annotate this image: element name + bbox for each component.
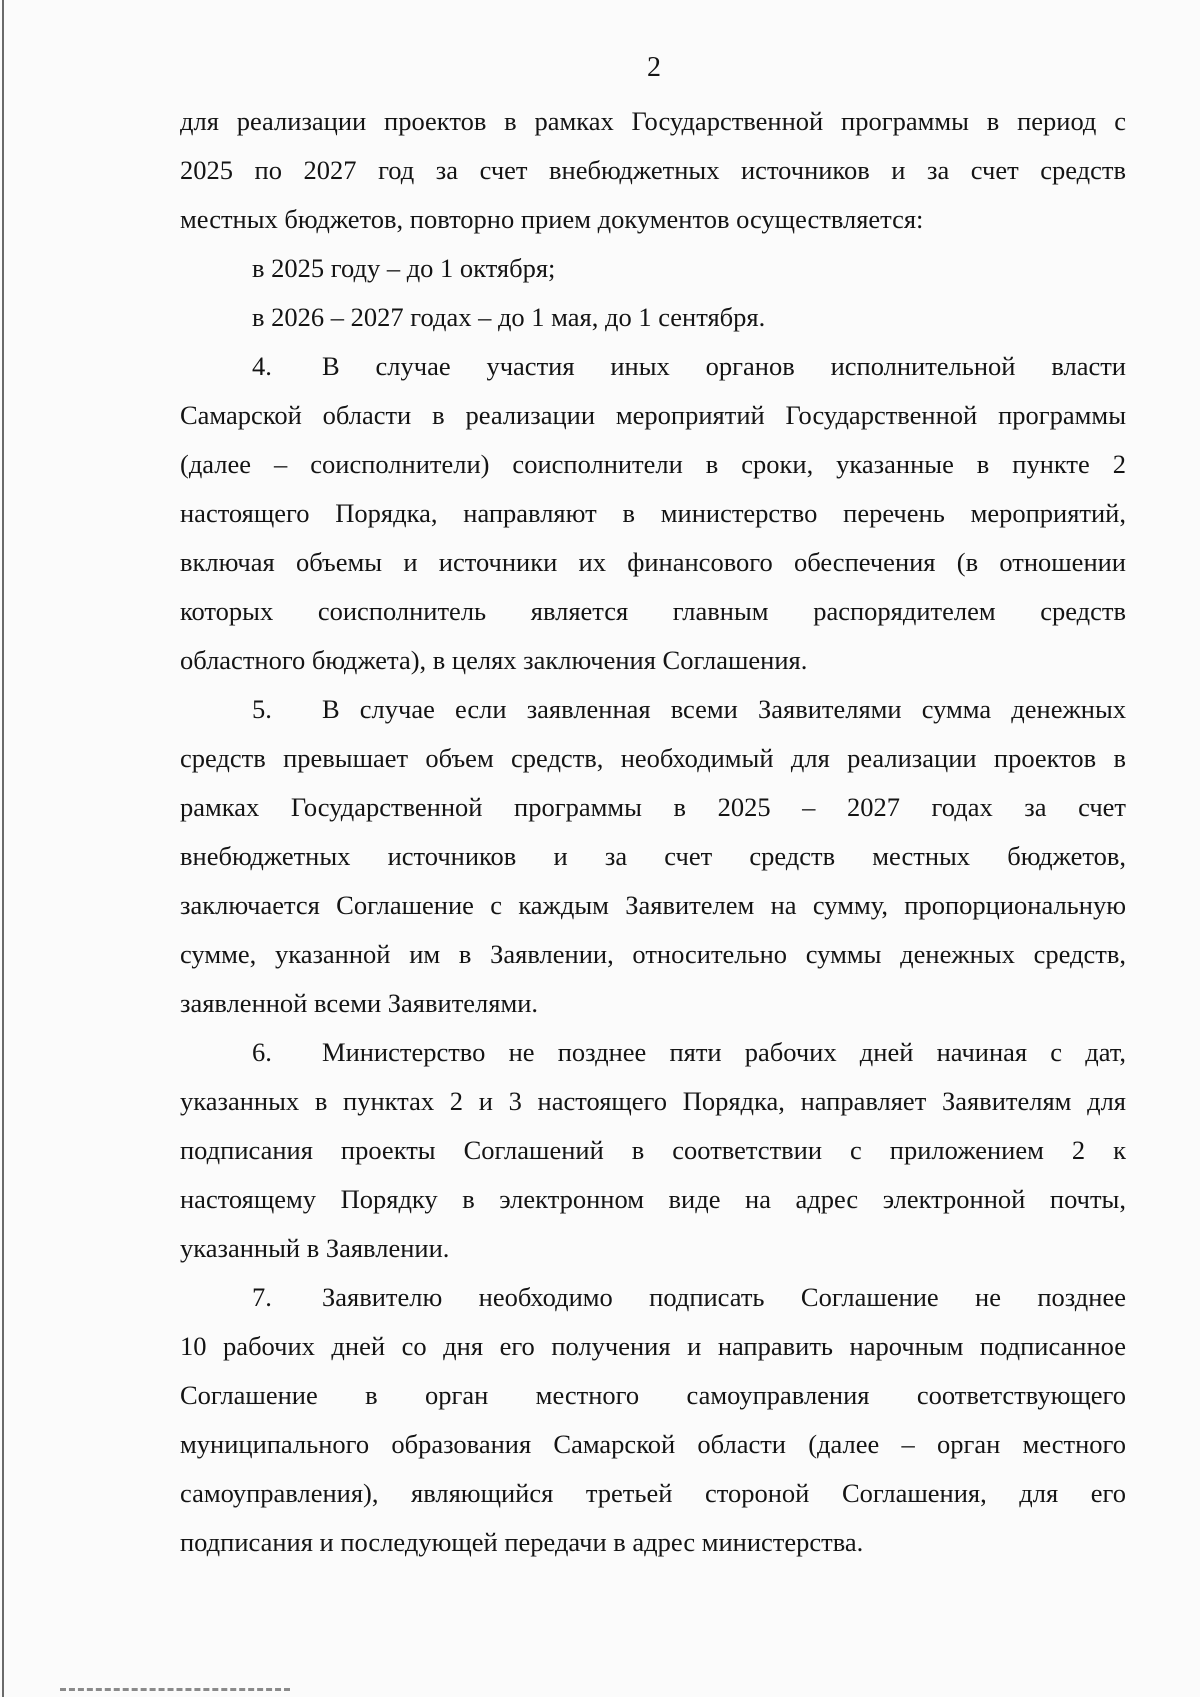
document-body xyxy=(180,97,1126,1567)
paragraph-number: 6. xyxy=(252,1037,272,1067)
text-line: указанных в пунктах 2 и 3 настоящего Порядка, направляет Заявителям для xyxy=(180,1086,1126,1116)
text-line: Министерство не позднее пяти рабочих дней начиная с дат, xyxy=(322,1037,1126,1067)
text-line: 2025 по 2027 год за счет внебюджетных источников и за счет средств xyxy=(180,155,1126,185)
text-line: муниципального образования Самарской области (далее – орган местного xyxy=(180,1429,1126,1459)
text-line: подписания и последующей передачи в адрес министерства. xyxy=(180,1527,864,1557)
text-line: в 2025 году – до 1 октября; xyxy=(252,253,556,283)
text-line: 10 рабочих дней со дня его получения и направить нарочным подписанное xyxy=(180,1331,1126,1361)
text-line: настоящего Порядка, направляют в министерство перечень мероприятий, xyxy=(180,498,1126,528)
footer-dashed-rule xyxy=(60,1688,290,1691)
scan-left-edge xyxy=(2,0,4,1697)
text-line: заключается Соглашение с каждым Заявителем на сумму, пропорциональную xyxy=(180,890,1126,920)
text-line: настоящему Порядку в электронном виде на адрес электронной почты, xyxy=(180,1184,1126,1214)
text-line: Соглашение в орган местного самоуправления соответствующего xyxy=(180,1380,1126,1410)
paragraph-number: 7. xyxy=(252,1282,272,1312)
paragraph-5-first-line xyxy=(180,685,1126,734)
paragraph-6-first-line xyxy=(180,1028,1126,1077)
text-line: включая объемы и источники их финансового обеспечения (в отношении xyxy=(180,547,1126,577)
text-line: рамках Государственной программы в 2025 – 2027 годах за счет xyxy=(180,792,1126,822)
text-line: областного бюджета), в целях заключения Соглашения. xyxy=(180,645,808,675)
text-line: В случае участия иных органов исполнительной власти xyxy=(322,351,1126,381)
paragraph-4-first-line xyxy=(180,342,1126,391)
text-line: средств превышает объем средств, необходимый для реализации проектов в xyxy=(180,743,1126,773)
text-line: заявленной всеми Заявителями. xyxy=(180,988,539,1018)
text-line: Самарской области в реализации мероприятий Государственной программы xyxy=(180,400,1126,430)
text-line: в 2026 – 2027 годах – до 1 мая, до 1 сентября. xyxy=(252,302,766,332)
text-line: подписания проекты Соглашений в соответствии с приложением 2 к xyxy=(180,1135,1126,1165)
text-line: которых соисполнитель является главным распорядителем средств xyxy=(180,596,1126,626)
text-line: внебюджетных источников и за счет средств местных бюджетов, xyxy=(180,841,1126,871)
text-line: для реализации проектов в рамках Государственной программы в период с xyxy=(180,106,1126,136)
text-line: указанный в Заявлении. xyxy=(180,1233,450,1263)
text-line: самоуправления), являющийся третьей стороной Соглашения, для его xyxy=(180,1478,1126,1508)
paragraph-7-first-line xyxy=(180,1273,1126,1322)
page-number: 2 xyxy=(647,52,661,83)
text-line: В случае если заявленная всеми Заявителями сумма денежных xyxy=(322,694,1126,724)
text-line: Заявителю необходимо подписать Соглашение не позднее xyxy=(322,1282,1126,1312)
text-line: местных бюджетов, повторно прием документов осуществляется: xyxy=(180,204,924,234)
text-line: (далее – соисполнители) соисполнители в сроки, указанные в пункте 2 xyxy=(180,449,1126,479)
paragraph-number: 4. xyxy=(252,351,272,381)
text-line: сумме, указанной им в Заявлении, относительно суммы денежных средств, xyxy=(180,939,1126,969)
paragraph-number: 5. xyxy=(252,694,272,724)
